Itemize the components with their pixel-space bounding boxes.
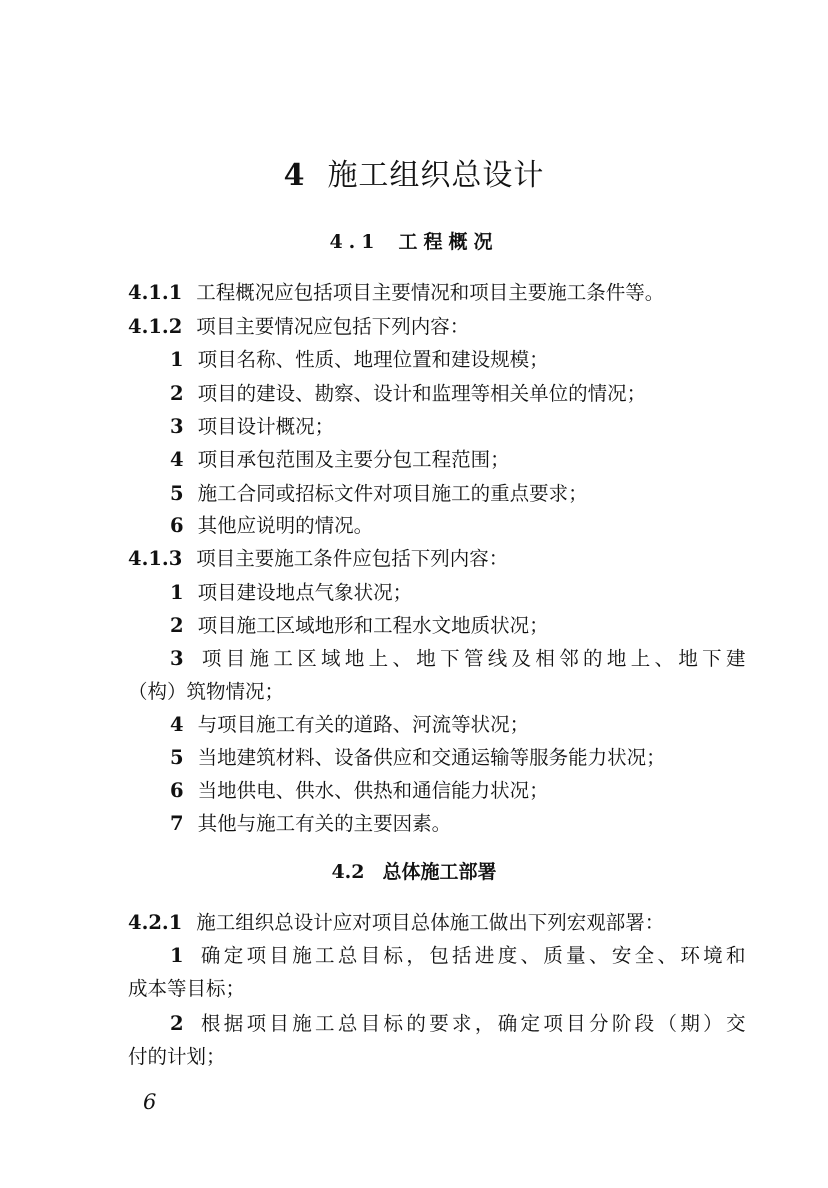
list-item [170, 346, 549, 374]
list-item [170, 942, 746, 970]
chapter-number: 4 [283, 158, 306, 193]
section-number: 4.1 [329, 231, 381, 253]
clause-text: 工程概况应包括项目主要情况和项目主要施工条件等。 [196, 281, 665, 304]
item-text: 施工合同或招标文件对项目施工的重点要求； [197, 482, 588, 505]
item-text: 确定项目施工总目标，包括进度、质量、安全、环境和 [198, 944, 746, 967]
clause-text: 项目主要情况应包括下列内容： [196, 315, 470, 338]
list-item [170, 480, 588, 508]
item-text: 项目施工区域地上、地下管线及相邻的地上、地下建 [198, 647, 746, 670]
item-text: 根据项目施工总目标的要求，确定项目分阶段（期）交 [198, 1012, 746, 1035]
item-text: 与项目施工有关的道路、河流等状况； [197, 713, 530, 736]
item-text: 项目承包范围及主要分包工程范围； [197, 448, 510, 471]
clause-4-1-1 [128, 279, 664, 307]
section-title: 总体施工部署 [382, 861, 497, 883]
section-heading-4-1 [0, 228, 828, 256]
clause-number: 4.1.3 [128, 547, 183, 570]
chapter-title: 施工组织总设计 [327, 158, 545, 193]
page-number: 6 [143, 1090, 157, 1114]
list-item [170, 512, 373, 540]
section-title: 工程概况 [398, 231, 499, 253]
item-number: 3 [170, 415, 184, 438]
list-item-continuation: （构）筑物情况； [128, 680, 285, 703]
clause-text: 项目主要施工条件应包括下列内容： [196, 547, 509, 570]
clause-number: 4.1.2 [128, 315, 183, 338]
section-heading-4-2 [0, 858, 828, 886]
list-item [170, 645, 746, 673]
item-number: 5 [170, 482, 184, 505]
item-number: 4 [170, 713, 184, 736]
item-number: 6 [170, 514, 184, 537]
list-item-continuation: 成本等目标； [128, 977, 246, 1000]
clause-4-2-1 [128, 909, 664, 937]
list-item [170, 777, 549, 805]
item-text: 其他与施工有关的主要因素。 [197, 812, 452, 835]
list-item [170, 413, 334, 441]
section-number: 4.2 [331, 861, 365, 883]
item-number: 7 [170, 812, 184, 835]
item-text: 项目设计概况； [197, 415, 335, 438]
list-item-continuation: 付的计划； [128, 1045, 226, 1068]
item-number: 3 [170, 647, 185, 670]
clause-number: 4.1.1 [128, 281, 183, 304]
item-number: 5 [170, 746, 184, 769]
chapter-heading [0, 154, 828, 198]
item-number: 1 [170, 581, 184, 604]
clause-4-1-2 [128, 313, 469, 341]
item-text: 其他应说明的情况。 [197, 514, 374, 537]
clause-4-1-3 [128, 545, 508, 573]
item-text: 项目施工区域地形和工程水文地质状况； [197, 614, 549, 637]
list-item [170, 579, 412, 607]
list-item [170, 612, 549, 640]
item-text: 项目名称、性质、地理位置和建设规模； [197, 348, 549, 371]
item-text: 项目的建设、勘察、设计和监理等相关单位的情况； [197, 382, 647, 405]
item-text: 当地建筑材料、设备供应和交通运输等服务能力状况； [197, 746, 666, 769]
list-item [170, 1010, 746, 1038]
item-text: 项目建设地点气象状况； [197, 581, 413, 604]
clause-number: 4.2.1 [128, 911, 183, 934]
list-item [170, 711, 529, 739]
item-number: 1 [170, 944, 185, 967]
item-number: 4 [170, 448, 184, 471]
clause-text: 施工组织总设计应对项目总体施工做出下列宏观部署： [196, 911, 665, 934]
list-item [170, 446, 510, 474]
item-text: 当地供电、供水、供热和通信能力状况； [197, 779, 549, 802]
item-number: 1 [170, 348, 184, 371]
list-item [170, 744, 666, 772]
list-item [170, 380, 646, 408]
item-number: 2 [170, 382, 184, 405]
item-number: 2 [170, 614, 184, 637]
item-number: 2 [170, 1012, 185, 1035]
item-number: 6 [170, 779, 184, 802]
list-item [170, 810, 451, 838]
